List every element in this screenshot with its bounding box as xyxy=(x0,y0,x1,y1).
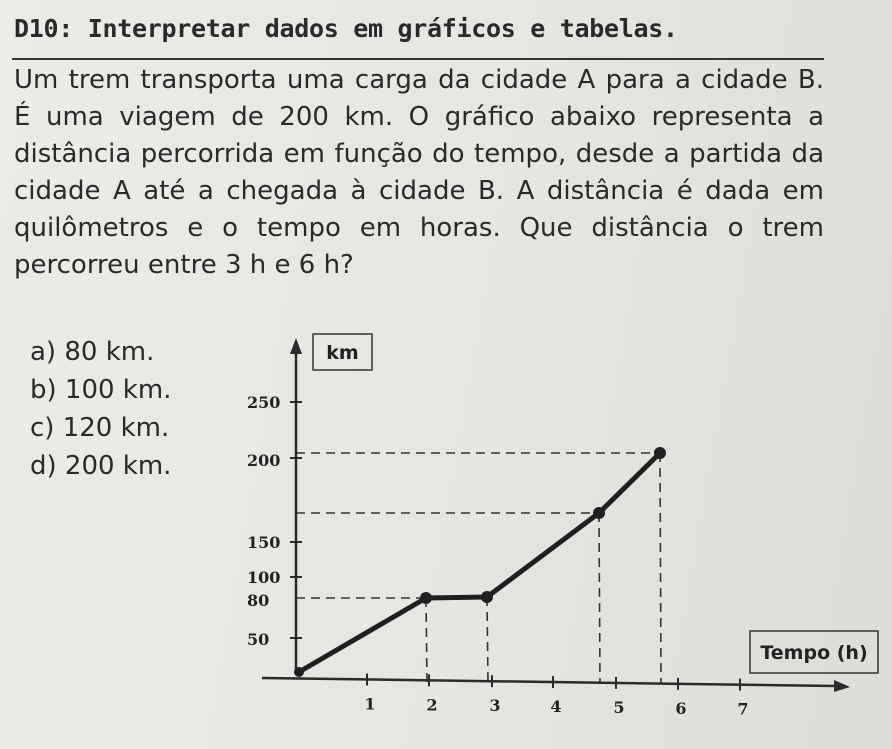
x-axis-label: Tempo (h) xyxy=(760,642,868,664)
question-text: Um trem transporta uma carga da cidade A para a cidade B. É uma viagem de 200 km. O gráfico abaixo representa a distância percorrida em função do tempo, desde a partida da cidade A até a chegada à cidade B. A distância é dada em quilômetros e o tempo em horas. Que distância o trem percorreu entre 3 h e 6 h? xyxy=(14,65,824,280)
series-line xyxy=(299,453,660,672)
data-series xyxy=(294,447,666,677)
chart-axes xyxy=(262,338,850,692)
data-point-0h xyxy=(294,667,304,677)
x-tick-label-4: 4 xyxy=(550,697,562,717)
guide-vertical-6 xyxy=(660,453,661,683)
x-axis-line xyxy=(262,678,836,686)
x-axis-label-box xyxy=(750,631,878,673)
guide-vertical-3 xyxy=(487,597,488,683)
y-tick-label-100: 100 xyxy=(247,568,281,587)
option-a[interactable]: a) 80 km. xyxy=(30,337,155,367)
option-d[interactable]: d) 200 km. xyxy=(30,451,172,481)
data-point-5h xyxy=(593,507,605,519)
y-axis-arrow xyxy=(290,338,302,354)
y-tick-label-80: 80 xyxy=(247,591,270,610)
x-tick-label-6: 6 xyxy=(675,698,687,718)
guide-lines xyxy=(296,453,661,683)
y-axis-label: km xyxy=(326,342,359,364)
x-tick-label-1: 1 xyxy=(364,694,376,714)
y-axis-label-box xyxy=(313,334,372,370)
x-tick-label-5: 5 xyxy=(613,697,625,717)
descriptor-heading: D10: Interpretar dados em gráficos e tabelas. xyxy=(14,14,678,43)
guide-vertical-5 xyxy=(599,513,600,683)
data-point-2h xyxy=(420,592,432,604)
option-c[interactable]: c) 120 km. xyxy=(30,413,170,443)
y-tick-label-250: 250 xyxy=(247,393,281,412)
x-tick-label-7: 7 xyxy=(737,699,749,719)
x-tick-label-2: 2 xyxy=(426,695,438,715)
guide-vertical-2 xyxy=(426,598,427,683)
data-point-3h xyxy=(481,591,493,603)
data-point-6h xyxy=(654,447,666,459)
option-b[interactable]: b) 100 km. xyxy=(30,375,172,405)
y-tick-label-50: 50 xyxy=(247,630,270,649)
x-axis-arrow xyxy=(834,680,850,692)
y-tick-label-150: 150 xyxy=(247,533,281,552)
y-ticks xyxy=(247,393,302,649)
y-tick-label-200: 200 xyxy=(247,451,281,470)
x-tick-label-3: 3 xyxy=(489,696,501,716)
